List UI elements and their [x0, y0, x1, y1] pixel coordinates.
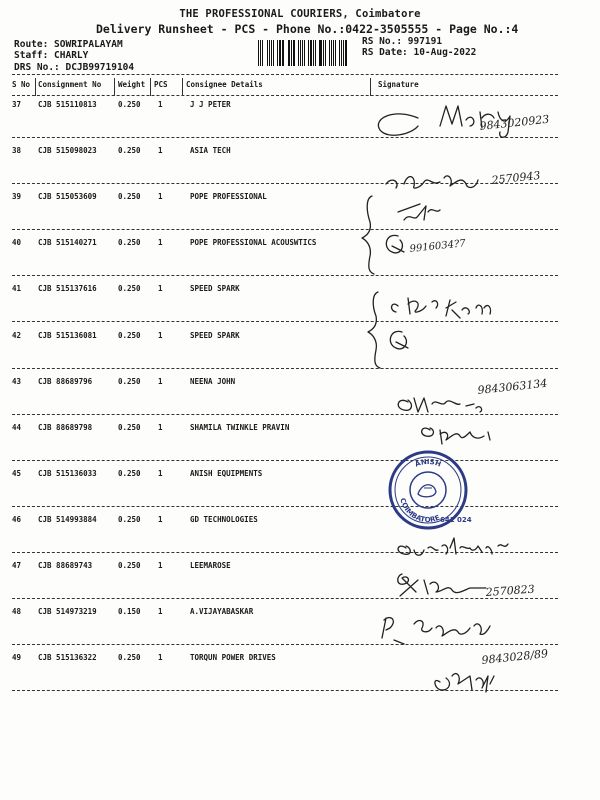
row-pcs: 1	[158, 238, 163, 248]
signature-row-40	[386, 235, 404, 253]
row-sno: 47	[12, 561, 22, 570]
row-pcs: 1	[158, 376, 163, 386]
row-consignee: SPEED SPARK	[190, 284, 240, 294]
row-consignee: LEEMAROSE	[190, 561, 231, 570]
signature-row-38	[386, 176, 478, 188]
col-sno: S No	[12, 80, 31, 89]
row-pcs: 1	[158, 561, 163, 570]
row-weight: 0.250	[118, 192, 141, 202]
rs-number: RS No.: 997191	[362, 36, 443, 47]
row-sno: 46	[12, 514, 22, 524]
row-weight: 0.150	[118, 607, 141, 617]
row-sno: 42	[12, 330, 22, 340]
signature-row-49	[435, 674, 494, 692]
stamp-left-text: COIMBATORE	[398, 497, 442, 525]
drs-number: DRS No.: DCJB99719104	[14, 62, 135, 73]
row-weight: 0.250	[118, 284, 141, 294]
signature-row-46	[398, 538, 508, 555]
row-consignee: ANISH EQUIPMENTS	[190, 468, 263, 478]
signature-row-42	[390, 331, 408, 349]
handwritten-number-row-38: 2570943	[490, 168, 542, 187]
document-subtitle: Delivery Runsheet - PCS - Phone No.:0422-3505555 - Page No.:4	[96, 22, 519, 36]
col-pcs: PCS	[154, 80, 168, 89]
row-consignee: SPEED SPARK	[190, 330, 240, 340]
row-pcs: 1	[158, 284, 163, 294]
company-stamp	[390, 452, 472, 528]
signature-row-48	[382, 618, 490, 644]
row-consignment-no: CJB 88689743	[38, 561, 93, 570]
col-weight: Weight	[118, 80, 146, 89]
row-weight: 0.250	[118, 561, 141, 570]
row-pcs: 1	[158, 607, 163, 617]
row-consignment-no: CJB 515140271	[38, 238, 97, 248]
row-pcs: 1	[158, 653, 163, 663]
row-pcs: 1	[158, 514, 163, 524]
row-sno: 41	[12, 284, 22, 294]
row-consignee: POPE PROFESSIONAL	[190, 192, 267, 202]
brace-rows-41-42	[368, 292, 380, 368]
stamp-bottom-text: 641 024	[440, 516, 472, 524]
row-consignee: POPE PROFESSIONAL ACOUSWTICS	[190, 238, 317, 248]
row-sno: 48	[12, 607, 22, 617]
row-consignee: A.VIJAYABASKAR	[190, 607, 254, 617]
document-title: THE PROFESSIONAL COURIERS, Coimbatore	[179, 8, 421, 20]
signature-row-43	[398, 398, 481, 412]
row-consignment-no: CJB 515098023	[38, 146, 97, 156]
row-consignee: NEENA JOHN	[190, 376, 236, 386]
row-consignment-no: CJB 514993884	[38, 514, 97, 524]
row-consignee: TORQUN POWER DRIVES	[190, 653, 276, 663]
svg-text:ANISH	[414, 458, 443, 469]
handwritten-number-row-40: 9916034?7	[409, 238, 467, 255]
row-consignee: GD TECHNOLOGIES	[190, 514, 258, 524]
row-pcs: 1	[158, 146, 163, 156]
handwritten-number-row-43: 9843063134	[476, 376, 548, 397]
row-sno: 45	[12, 468, 22, 478]
row-sno: 37	[12, 100, 22, 109]
signature-row-44	[422, 428, 490, 444]
row-consignment-no: CJB 514973219	[38, 607, 97, 617]
row-pcs: 1	[158, 422, 163, 432]
row-consignment-no: CJB 515136033	[38, 468, 97, 478]
row-consignment-no: CJB 515110813	[38, 100, 97, 109]
row-consignment-no: CJB 515136322	[38, 653, 97, 663]
rs-date: RS Date: 10-Aug-2022	[362, 47, 477, 58]
brace-rows-39-40	[362, 196, 374, 274]
col-signature: Signature	[378, 80, 419, 89]
row-consignee: SHAMILA TWINKLE PRAVIN	[190, 422, 290, 432]
handwritten-number-row-37: 9843020923	[478, 112, 550, 133]
handwritten-number-row-49: 9843028/89	[480, 647, 549, 667]
row-sno: 39	[12, 192, 22, 202]
row-consignment-no: CJB 515137616	[38, 284, 97, 294]
row-weight: 0.250	[118, 653, 141, 663]
col-consignee: Consignee Details	[186, 80, 263, 89]
row-consignee: ASIA TECH	[190, 146, 231, 156]
row-consignment-no: CJB 88689798	[38, 422, 93, 432]
row-consignment-no: CJB 515053609	[38, 192, 97, 202]
signature-row-41	[392, 298, 491, 318]
row-pcs: 1	[158, 468, 163, 478]
row-consignment-no: CJB 88689796	[38, 376, 93, 386]
row-pcs: 1	[158, 100, 163, 109]
stamp-top-text: ANISH	[413, 457, 443, 469]
signature-row-47	[398, 574, 486, 596]
row-weight: 0.250	[118, 100, 141, 109]
row-sno: 44	[12, 422, 22, 432]
row-sno: 38	[12, 146, 22, 156]
staff-label: Staff: CHARLY	[14, 50, 89, 61]
row-sno: 49	[12, 653, 22, 663]
row-weight: 0.250	[118, 422, 141, 432]
col-consignment: Consignment No	[38, 80, 102, 89]
route-label: Route: SOWRIPALAYAM	[14, 39, 123, 50]
row-weight: 0.250	[118, 146, 141, 156]
handwritten-number-row-47: 2570823	[485, 582, 536, 599]
row-sno: 43	[12, 376, 22, 386]
row-weight: 0.250	[118, 514, 141, 524]
signature-row-39	[398, 204, 440, 220]
row-pcs: 1	[158, 330, 163, 340]
row-pcs: 1	[158, 192, 163, 202]
row-weight: 0.250	[118, 376, 141, 386]
row-weight: 0.250	[118, 330, 141, 340]
row-sno: 40	[12, 238, 22, 248]
row-weight: 0.250	[118, 238, 141, 248]
row-consignee: J J PETER	[190, 100, 231, 109]
row-consignment-no: CJB 515136081	[38, 330, 97, 340]
row-weight: 0.250	[118, 468, 141, 478]
